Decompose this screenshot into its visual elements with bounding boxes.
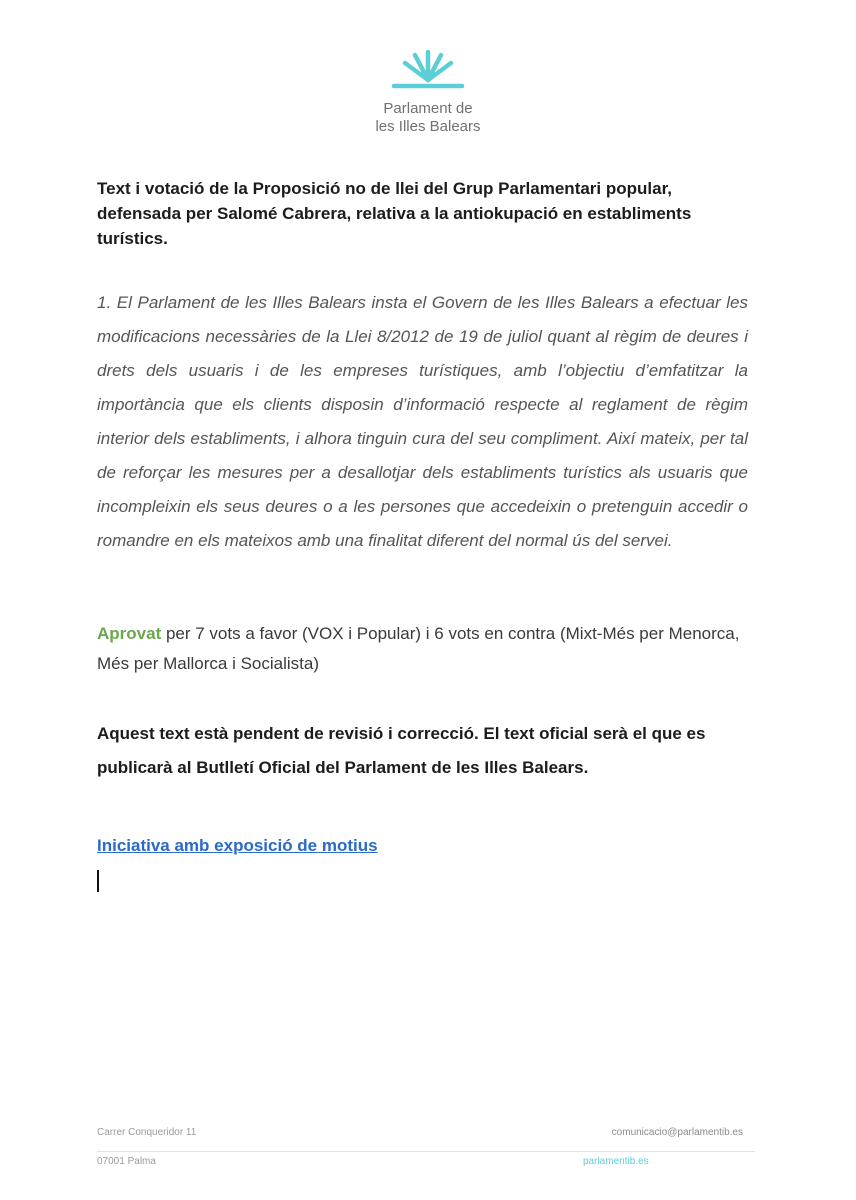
approved-status: Aprovat bbox=[97, 624, 162, 643]
vote-result bbox=[97, 619, 757, 679]
logo-wordmark bbox=[0, 100, 856, 136]
logo-line-1: Parlament de bbox=[383, 100, 473, 117]
footer-email[interactable]: comunicacio@parlamentib.es bbox=[611, 1127, 743, 1138]
initiative-link[interactable]: Iniciativa amb exposició de motius bbox=[97, 836, 378, 855]
sunburst-logo-icon bbox=[388, 48, 468, 94]
vote-detail: per 7 vots a favor (VOX i Popular) i 6 vots en contra (Mixt-Més per Menorca, Més per Mallorca i Socialista) bbox=[97, 624, 740, 673]
footer-address-line-2: 07001 Palma bbox=[97, 1156, 156, 1167]
footer-website[interactable]: parlamentib.es bbox=[583, 1156, 649, 1167]
footer-divider bbox=[97, 1151, 755, 1152]
logo-line-2: les Illes Balears bbox=[375, 118, 481, 135]
disclaimer-text: Aquest text està pendent de revisió i correcció. El text oficial serà el que es publicarà al Butlletí Oficial del Parlament de les Illes Balears. bbox=[97, 724, 706, 777]
footer-address-line-1: Carrer Conqueridor 11 bbox=[97, 1127, 197, 1138]
resolution-text: 1. El Parlament de les Illes Balears insta el Govern de les Illes Balears a efectuar les modificacions necessàries de la Llei 8/2012 de 19 de juliol quant al règim de deures i drets dels usuaris i de les empreses turístiques, amb l’objectiu d’emfatitzar la importància que els clients disposin d’informació respecte al reglament de règim interior dels establiments, i alhora tinguin cura del seu compliment. Així mateix, per tal de reforçar les mesures per a desallotjar dels establiments turístics als usuaris que incompleixin els seus deures o a les persones que accedeixin o pretenguin accedir o romandre en els mateixos amb una finalitat diferent del normal ús del servei. bbox=[97, 293, 748, 550]
text-cursor bbox=[97, 870, 99, 892]
document-title: Text i votació de la Proposició no de llei del Grup Parlamentari popular, defensada per Salomé Cabrera, relativa a la antiokupació en establiments turístics. bbox=[97, 179, 692, 248]
parliament-logo bbox=[0, 48, 856, 136]
